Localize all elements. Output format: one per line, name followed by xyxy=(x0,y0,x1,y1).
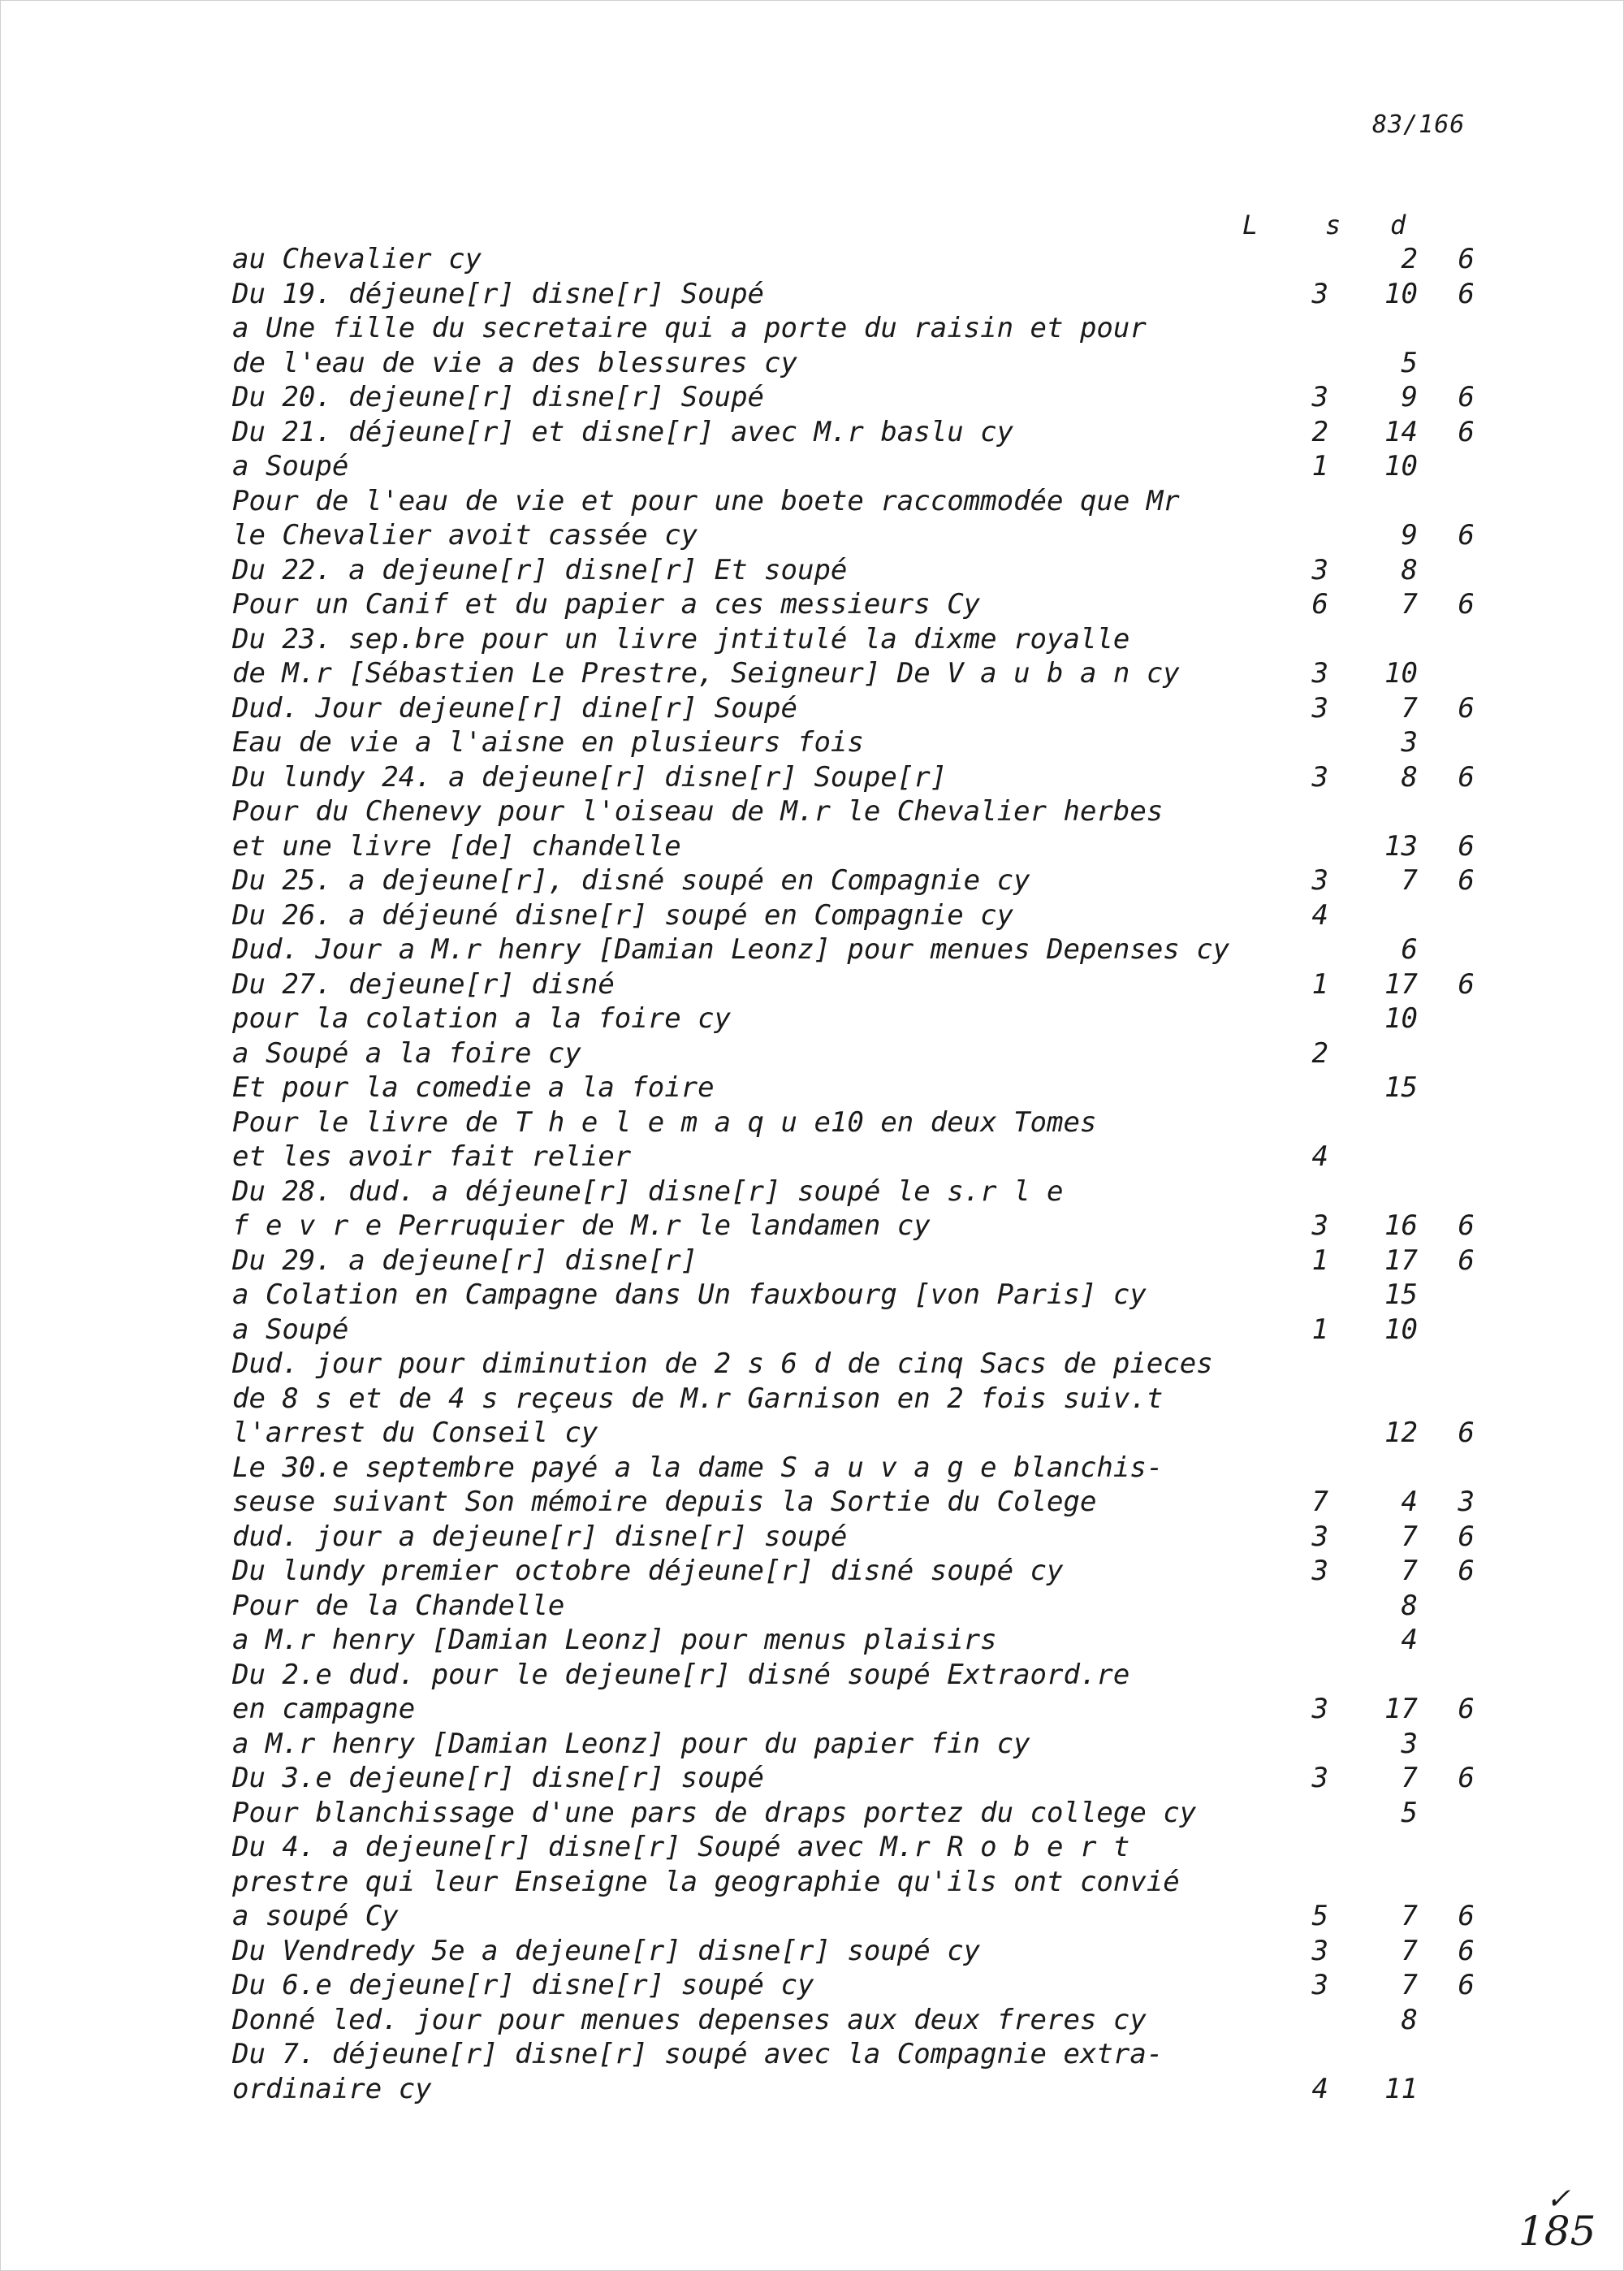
amount-sols: 7 xyxy=(1401,864,1418,897)
ledger-row xyxy=(232,277,1475,312)
amount-sols: 17 xyxy=(1384,1244,1418,1277)
entry-text: a Soupé xyxy=(232,450,349,482)
ledger-row xyxy=(232,587,1475,622)
entry-text: Du lundy 24. a dejeune[r] disne[r] Soupe[r] xyxy=(232,760,948,794)
amount-sols: 10 xyxy=(1384,277,1418,310)
entry-text: Du 25. a dejeune[r], disné soupé en Compagnie cy xyxy=(232,864,1030,897)
entry-text: Du 20. dejeune[r] disne[r] Soupé xyxy=(232,381,765,413)
ledger-row xyxy=(232,1278,1434,1313)
amount-livres: 3 xyxy=(1311,657,1328,690)
ledger-row xyxy=(232,311,1434,346)
folio-annotation xyxy=(1518,2182,1596,2255)
amount-sols: 15 xyxy=(1384,1278,1418,1311)
entry-text: et les avoir fait relier xyxy=(232,1140,632,1173)
entry-text: Et pour la comedie a la foire xyxy=(232,1071,715,1104)
amount-livres: 3 xyxy=(1311,553,1328,586)
entry-text: Pour du Chenevy pour l'oiseau de M.r le Chevalier herbes xyxy=(232,795,1164,828)
amount-livres: 3 xyxy=(1311,1209,1328,1242)
amount-sols: 8 xyxy=(1401,2003,1418,2036)
amount-deniers: 6 xyxy=(1458,1244,1475,1277)
amount-livres: 2 xyxy=(1311,1036,1328,1070)
amount-livres: 3 xyxy=(1311,760,1328,794)
amount-sols: 7 xyxy=(1401,1520,1418,1553)
amount-deniers: 6 xyxy=(1458,277,1475,310)
ledger-row xyxy=(232,2003,1434,2038)
amount-deniers: 6 xyxy=(1458,1417,1475,1449)
entry-text: a soupé Cy xyxy=(232,1900,399,1932)
amount-deniers: 6 xyxy=(1458,519,1475,552)
entry-text: Du 6.e dejeune[r] disne[r] soupé cy xyxy=(232,1969,814,2001)
folio-number: 185 xyxy=(1518,2208,1596,2255)
ledger-row xyxy=(232,829,1475,864)
entry-text: et une livre [de] chandelle xyxy=(232,829,681,863)
amount-sols: 5 xyxy=(1401,346,1418,379)
ledger-row xyxy=(232,1589,1434,1624)
amount-livres: 3 xyxy=(1311,1969,1328,2001)
amount-sols: 5 xyxy=(1401,1796,1418,1829)
entry-text: le Chevalier avoit cassée cy xyxy=(232,519,698,552)
ledger-row xyxy=(232,1451,1434,1486)
column-header-deniers: d xyxy=(1390,210,1406,240)
ledger-row xyxy=(232,725,1434,760)
ledger-row xyxy=(232,1416,1475,1451)
entry-text: en campagne xyxy=(232,1693,416,1725)
amount-livres: 1 xyxy=(1311,450,1328,482)
entry-text: dud. jour a dejeune[r] disne[r] soupé xyxy=(232,1520,848,1553)
ledger-row xyxy=(232,1313,1434,1347)
amount-sols: 7 xyxy=(1401,588,1418,621)
amount-sols: 17 xyxy=(1384,1693,1418,1725)
entry-text: Pour un Canif et du papier a ces messieurs Cy xyxy=(232,588,981,621)
entry-text: Du 2.e dud. pour le dejeune[r] disné soupé Extraord.re xyxy=(232,1658,1130,1691)
ledger-row xyxy=(232,1658,1434,1693)
amount-deniers: 6 xyxy=(1458,1969,1475,2001)
entry-text: Du 19. déjeune[r] disne[r] Soupé xyxy=(232,277,765,310)
amount-sols: 10 xyxy=(1384,1313,1418,1346)
ledger-row xyxy=(232,1001,1434,1036)
amount-deniers: 6 xyxy=(1458,1762,1475,1794)
entry-text: a Soupé a la foire cy xyxy=(232,1036,581,1070)
amount-livres: 3 xyxy=(1311,1934,1328,1967)
ledger-row xyxy=(232,1244,1475,1278)
amount-livres: 2 xyxy=(1311,415,1328,448)
entry-text: Du 21. déjeune[r] et disne[r] avec M.r baslu cy xyxy=(232,415,1014,448)
ledger-row xyxy=(232,346,1434,381)
entry-text: a Une fille du secretaire qui a porte du raisin et pour xyxy=(232,312,1147,344)
ledger-row xyxy=(232,1105,1434,1140)
amount-livres: 3 xyxy=(1311,1762,1328,1794)
entry-text: Eau de vie a l'aisne en plusieurs fois xyxy=(232,726,864,759)
amount-deniers: 6 xyxy=(1458,1555,1475,1587)
amount-livres: 3 xyxy=(1311,1555,1328,1587)
amount-deniers: 6 xyxy=(1458,1209,1475,1242)
entry-text: Pour de l'eau de vie et pour une boete raccommodée que Mr xyxy=(232,484,1180,517)
ledger-row xyxy=(232,898,1434,933)
amount-livres: 3 xyxy=(1311,381,1328,413)
amount-sols: 15 xyxy=(1384,1071,1418,1104)
amount-livres: 4 xyxy=(1311,1140,1328,1173)
entry-text: a Soupé xyxy=(232,1313,349,1346)
ledger-row xyxy=(232,380,1475,415)
entry-text: Du 23. sep.bre pour un livre jntitulé la dixme royalle xyxy=(232,622,1130,655)
amount-deniers: 6 xyxy=(1458,1900,1475,1932)
ledger-row xyxy=(232,1485,1475,1520)
ledger-row xyxy=(232,622,1434,657)
entry-text: l'arrest du Conseil cy xyxy=(232,1417,598,1449)
ledger-row xyxy=(232,1174,1434,1209)
amount-sols: 8 xyxy=(1401,553,1418,586)
ledger-row xyxy=(232,1968,1475,2003)
amount-sols: 11 xyxy=(1384,2072,1418,2105)
entry-text: a M.r henry [Damian Leonz] pour menus plaisirs xyxy=(232,1624,997,1656)
entry-text: au Chevalier cy xyxy=(232,243,482,275)
ledger-row xyxy=(232,1692,1475,1727)
amount-deniers: 6 xyxy=(1458,381,1475,413)
amount-livres: 5 xyxy=(1311,1900,1328,1932)
ledger-row xyxy=(232,691,1475,726)
ledger-row xyxy=(232,1830,1434,1865)
entry-text: pour la colation a la foire cy xyxy=(232,1002,732,1035)
entry-text: Du 26. a déjeuné disne[r] soupé en Compagnie cy xyxy=(232,898,1014,932)
entry-text: Le 30.e septembre payé a la dame S a u v a g e blanchis- xyxy=(232,1451,1164,1484)
entry-text: de l'eau de vie a des blessures cy xyxy=(232,346,797,379)
amount-livres: 3 xyxy=(1311,691,1328,725)
ledger-row xyxy=(232,863,1475,898)
entry-text: prestre qui leur Enseigne la geographie qu'ils ont convié xyxy=(232,1865,1180,1898)
ledger-row xyxy=(232,1865,1434,1900)
ledger-row xyxy=(232,1761,1475,1796)
entry-text: Dud. jour pour diminution de 2 s 6 d de cinq Sacs de pieces xyxy=(232,1347,1213,1380)
amount-sols: 6 xyxy=(1401,933,1418,966)
ledger-row xyxy=(232,1934,1475,1969)
amount-sols: 7 xyxy=(1401,1900,1418,1932)
amount-sols: 7 xyxy=(1401,1555,1418,1587)
entry-text: Dud. Jour dejeune[r] dine[r] Soupé xyxy=(232,691,797,725)
check-mark-icon: ✓ xyxy=(1546,2182,1571,2216)
entry-text: Du lundy premier octobre déjeune[r] disné soupé cy xyxy=(232,1555,1064,1587)
amount-deniers: 6 xyxy=(1458,1934,1475,1967)
amount-livres: 3 xyxy=(1311,277,1328,310)
column-header-sols: s xyxy=(1325,210,1341,240)
ledger-row xyxy=(232,484,1434,519)
entry-text: de 8 s et de 4 s reçeus de M.r Garnison en 2 fois suiv.t xyxy=(232,1382,1164,1415)
entry-text: Du 28. dud. a déjeune[r] disne[r] soupé le s.r l e xyxy=(232,1174,1064,1208)
ledger-row xyxy=(232,1796,1434,1831)
ledger-row xyxy=(232,1382,1434,1417)
amount-sols: 10 xyxy=(1384,657,1418,690)
ledger-row xyxy=(232,1140,1434,1174)
amount-sols: 17 xyxy=(1384,967,1418,1001)
amount-sols: 9 xyxy=(1401,381,1418,413)
amount-deniers: 6 xyxy=(1458,829,1475,863)
amount-deniers: 6 xyxy=(1458,967,1475,1001)
ledger-row xyxy=(232,1554,1475,1589)
amount-livres: 3 xyxy=(1311,1520,1328,1553)
ledger-row xyxy=(232,1347,1434,1382)
ledger-row xyxy=(232,553,1434,588)
amount-sols: 12 xyxy=(1384,1417,1418,1449)
entry-text: Du 7. déjeune[r] disne[r] soupé avec la Compagnie extra- xyxy=(232,2038,1164,2070)
entry-text: a M.r henry [Damian Leonz] pour du papier fin cy xyxy=(232,1727,1030,1760)
ledger-row xyxy=(232,415,1475,450)
amount-sols: 4 xyxy=(1401,1486,1418,1518)
entry-text: Du 3.e dejeune[r] disne[r] soupé xyxy=(232,1762,765,1794)
amount-deniers: 6 xyxy=(1458,760,1475,794)
amount-livres: 6 xyxy=(1311,588,1328,621)
entry-text: Pour le livre de T h e l e m a q u e10 en deux Tomes xyxy=(232,1105,1097,1139)
entry-text: Dud. Jour a M.r henry [Damian Leonz] pour menues Depenses cy xyxy=(232,933,1230,966)
amount-sols: 3 xyxy=(1401,1727,1418,1760)
ledger-row xyxy=(232,1899,1475,1934)
amount-livres: 1 xyxy=(1311,1244,1328,1277)
amount-deniers: 6 xyxy=(1458,1520,1475,1553)
ledger-row xyxy=(232,760,1475,795)
amount-sols: 7 xyxy=(1401,1934,1418,1967)
amount-sols: 7 xyxy=(1401,691,1418,725)
entry-text: de M.r [Sébastien Le Prestre, Seigneur] De V a u b a n cy xyxy=(232,657,1180,690)
amount-deniers: 6 xyxy=(1458,691,1475,725)
entry-text: ordinaire cy xyxy=(232,2072,432,2105)
amount-sols: 8 xyxy=(1401,1589,1418,1622)
ledger-row xyxy=(232,1209,1475,1244)
ledger-row xyxy=(232,1727,1434,1762)
ledger-row xyxy=(232,2037,1434,2072)
amount-deniers: 6 xyxy=(1458,1693,1475,1725)
amount-sols: 3 xyxy=(1401,726,1418,759)
entry-text: Pour blanchissage d'une pars de draps portez du college cy xyxy=(232,1796,1197,1829)
amount-sols: 4 xyxy=(1401,1624,1418,1656)
entry-text: Du Vendredy 5e a dejeune[r] disne[r] soupé cy xyxy=(232,1934,981,1967)
amount-livres: 3 xyxy=(1311,864,1328,897)
ledger-row xyxy=(232,1623,1434,1658)
entry-text: Du 22. a dejeune[r] disne[r] Et soupé xyxy=(232,553,848,586)
amount-sols: 13 xyxy=(1384,829,1418,863)
amount-deniers: 3 xyxy=(1458,1486,1475,1518)
entry-text: a Colation en Campagne dans Un fauxbourg [von Paris] cy xyxy=(232,1278,1147,1311)
amount-sols: 10 xyxy=(1384,450,1418,482)
entry-text: Du 4. a dejeune[r] disne[r] Soupé avec M.r R o b e r t xyxy=(232,1831,1130,1863)
amount-sols: 7 xyxy=(1401,1969,1418,2001)
amount-livres: 7 xyxy=(1311,1486,1328,1518)
amount-deniers: 6 xyxy=(1458,415,1475,448)
amount-deniers: 6 xyxy=(1458,243,1475,275)
amount-sols: 7 xyxy=(1401,1762,1418,1794)
ledger-row xyxy=(232,794,1434,829)
amount-livres: 4 xyxy=(1311,2072,1328,2105)
entry-text: seuse suivant Son mémoire depuis la Sortie du Colege xyxy=(232,1486,1097,1518)
ledger-row xyxy=(232,518,1475,553)
amount-sols: 2 xyxy=(1401,243,1418,275)
ledger-row xyxy=(232,242,1475,277)
amount-sols: 10 xyxy=(1384,1002,1418,1035)
amount-livres: 3 xyxy=(1311,1693,1328,1725)
ledger-row xyxy=(232,932,1434,967)
amount-livres: 1 xyxy=(1311,967,1328,1001)
amount-deniers: 6 xyxy=(1458,864,1475,897)
ledger-row xyxy=(232,1036,1434,1071)
column-header-livres: L xyxy=(1242,210,1259,240)
entry-text: Pour de la Chandelle xyxy=(232,1589,565,1622)
ledger-row xyxy=(232,656,1434,691)
ledger-row xyxy=(232,2072,1434,2107)
amount-sols: 16 xyxy=(1384,1209,1418,1242)
ledger-row xyxy=(232,1520,1475,1555)
ledger-row xyxy=(232,967,1475,1002)
ledger-row xyxy=(232,449,1434,484)
amount-sols: 14 xyxy=(1384,415,1418,448)
entry-text: Donné led. jour pour menues depenses aux deux freres cy xyxy=(232,2003,1147,2036)
entry-text: Du 27. dejeune[r] disné xyxy=(232,967,615,1001)
ledger-row xyxy=(232,1071,1434,1105)
amount-sols: 9 xyxy=(1401,519,1418,552)
amount-sols: 8 xyxy=(1401,760,1418,794)
page-number: 83/166 xyxy=(1372,110,1466,139)
amount-livres: 1 xyxy=(1311,1313,1328,1346)
amount-livres: 4 xyxy=(1311,898,1328,932)
entry-text: Du 29. a dejeune[r] disne[r] xyxy=(232,1244,698,1277)
amount-deniers: 6 xyxy=(1458,588,1475,621)
ledger-entries xyxy=(232,242,1475,2106)
entry-text: f e v r e Perruquier de M.r le landamen cy xyxy=(232,1209,931,1242)
